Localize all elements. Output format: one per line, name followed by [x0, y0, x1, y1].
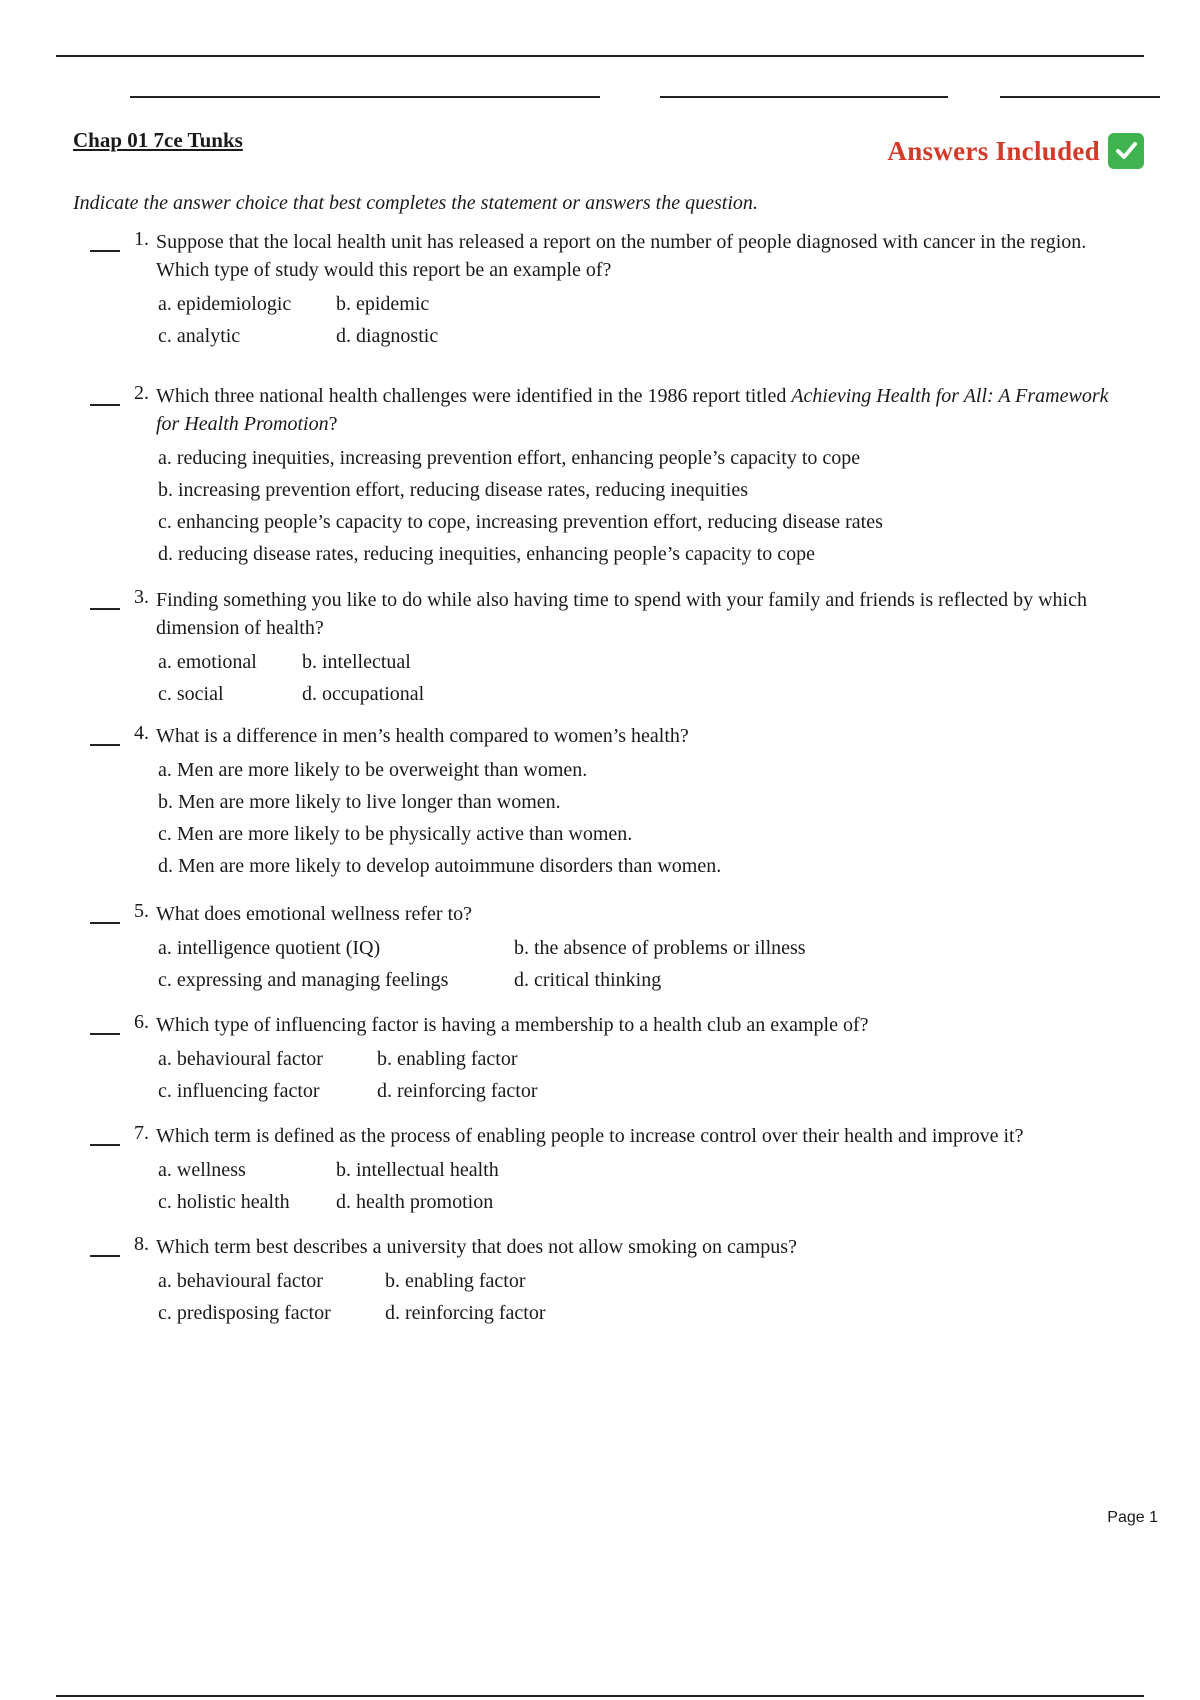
choice-b: b. epidemic	[336, 293, 430, 315]
answer-blank[interactable]	[90, 1013, 120, 1035]
question-text: Which term is defined as the process of enabling people to increase control over their health and improve it?	[156, 1125, 1024, 1147]
question-text: Finding something you like to do while also having time to spend with your family and friends is reflected by which dimension of health?	[156, 589, 1087, 639]
answer-blank[interactable]	[90, 588, 120, 610]
choice-d: d. health promotion	[336, 1191, 494, 1213]
choice-b: b. enabling factor	[385, 1270, 526, 1292]
question-2	[90, 382, 1120, 570]
choice-b: b. Men are more likely to live longer than women.	[158, 791, 561, 813]
choices	[158, 754, 1120, 882]
choice-d: d. reinforcing factor	[385, 1302, 546, 1324]
choice-a: a. wellness	[158, 1159, 246, 1181]
choice-b: b. enabling factor	[377, 1048, 518, 1070]
choice-a: a. emotional	[158, 651, 257, 673]
choice-d: d. diagnostic	[336, 325, 439, 347]
answer-blank[interactable]	[90, 230, 120, 252]
report-title: Achieving Health for All: A Framework for Health Promotion	[156, 385, 1109, 435]
choice-c: c. influencing factor	[158, 1080, 320, 1102]
name-line	[130, 96, 600, 98]
choice-a: a. intelligence quotient (IQ)	[158, 937, 381, 959]
date-line	[1000, 96, 1160, 98]
choices	[158, 1043, 1120, 1107]
answer-blank[interactable]	[90, 384, 120, 406]
choice-c: c. holistic health	[158, 1191, 290, 1213]
check-icon	[1108, 133, 1144, 169]
question-7	[90, 1122, 1120, 1218]
choice-a: a. epidemiologic	[158, 293, 292, 315]
choices	[158, 646, 1120, 710]
choice-c: c. expressing and managing feelings	[158, 969, 449, 991]
question-number: 7.	[134, 1122, 149, 1144]
choice-b: b. intellectual health	[336, 1159, 499, 1181]
choice-c: c. analytic	[158, 325, 241, 347]
choices	[158, 1154, 1120, 1218]
choices	[158, 1265, 1120, 1329]
question-text: Suppose that the local health unit has released a report on the number of people diagnosed with cancer in the region. Which type of study would this report be an example of?	[156, 231, 1087, 281]
choice-d: d. critical thinking	[514, 969, 662, 991]
question-number: 3.	[134, 586, 149, 608]
question-1	[90, 228, 1120, 352]
question-text: What is a difference in men’s health compared to women’s health?	[156, 725, 689, 747]
choice-a: a. Men are more likely to be overweight than women.	[158, 759, 588, 781]
question-text-part: ?	[328, 413, 338, 435]
question-text: Which term best describes a university that does not allow smoking on campus?	[156, 1236, 797, 1258]
answers-included-label: Answers Included	[887, 135, 1100, 166]
choice-a: a. behavioural factor	[158, 1270, 323, 1292]
choice-c: c. predisposing factor	[158, 1302, 331, 1324]
class-line	[660, 96, 948, 98]
answers-included-badge	[887, 133, 1144, 169]
question-number: 6.	[134, 1011, 149, 1033]
answer-blank[interactable]	[90, 902, 120, 924]
question-number: 8.	[134, 1233, 149, 1255]
choices	[158, 288, 1120, 352]
instructions: Indicate the answer choice that best completes the statement or answers the question.	[73, 192, 758, 214]
choice-c: c. Men are more likely to be physically active than women.	[158, 823, 633, 845]
question-6	[90, 1011, 1120, 1107]
choice-c: c. social	[158, 683, 224, 705]
question-5	[90, 900, 1120, 996]
top-rule	[56, 55, 1144, 57]
choice-d: d. occupational	[302, 683, 425, 705]
choice-a: a. behavioural factor	[158, 1048, 323, 1070]
choice-d: d. Men are more likely to develop autoimmune disorders than women.	[158, 855, 722, 877]
question-text: What does emotional wellness refer to?	[156, 903, 472, 925]
answer-blank[interactable]	[90, 1124, 120, 1146]
choices	[158, 442, 1120, 570]
choices	[158, 932, 1120, 996]
choice-a: a. reducing inequities, increasing prevention effort, enhancing people’s capacity to cope	[158, 447, 861, 469]
choice-b: b. increasing prevention effort, reducing disease rates, reducing inequities	[158, 479, 748, 501]
question-number: 1.	[134, 228, 149, 250]
question-number: 5.	[134, 900, 149, 922]
question-text: Which type of influencing factor is having a membership to a health club an example of?	[156, 1014, 869, 1036]
question-4	[90, 722, 1120, 882]
question-number: 2.	[134, 382, 149, 404]
page-title: Chap 01 7ce Tunks	[73, 128, 243, 152]
question-8	[90, 1233, 1120, 1329]
choice-d: d. reinforcing factor	[377, 1080, 538, 1102]
answer-blank[interactable]	[90, 724, 120, 746]
question-text-part: Which three national health challenges were identified in the 1986 report titled	[156, 385, 792, 407]
choice-c: c. enhancing people’s capacity to cope, increasing prevention effort, reducing disease rates	[158, 511, 883, 533]
choice-d: d. reducing disease rates, reducing inequities, enhancing people’s capacity to cope	[158, 543, 815, 565]
choice-b: b. intellectual	[302, 651, 411, 673]
bottom-rule	[56, 1695, 1144, 1697]
question-text	[156, 382, 1120, 438]
question-3	[90, 586, 1120, 710]
choice-b: b. the absence of problems or illness	[514, 937, 806, 959]
answer-blank[interactable]	[90, 1235, 120, 1257]
page-number: Page 1	[1107, 1509, 1158, 1526]
question-number: 4.	[134, 722, 149, 744]
